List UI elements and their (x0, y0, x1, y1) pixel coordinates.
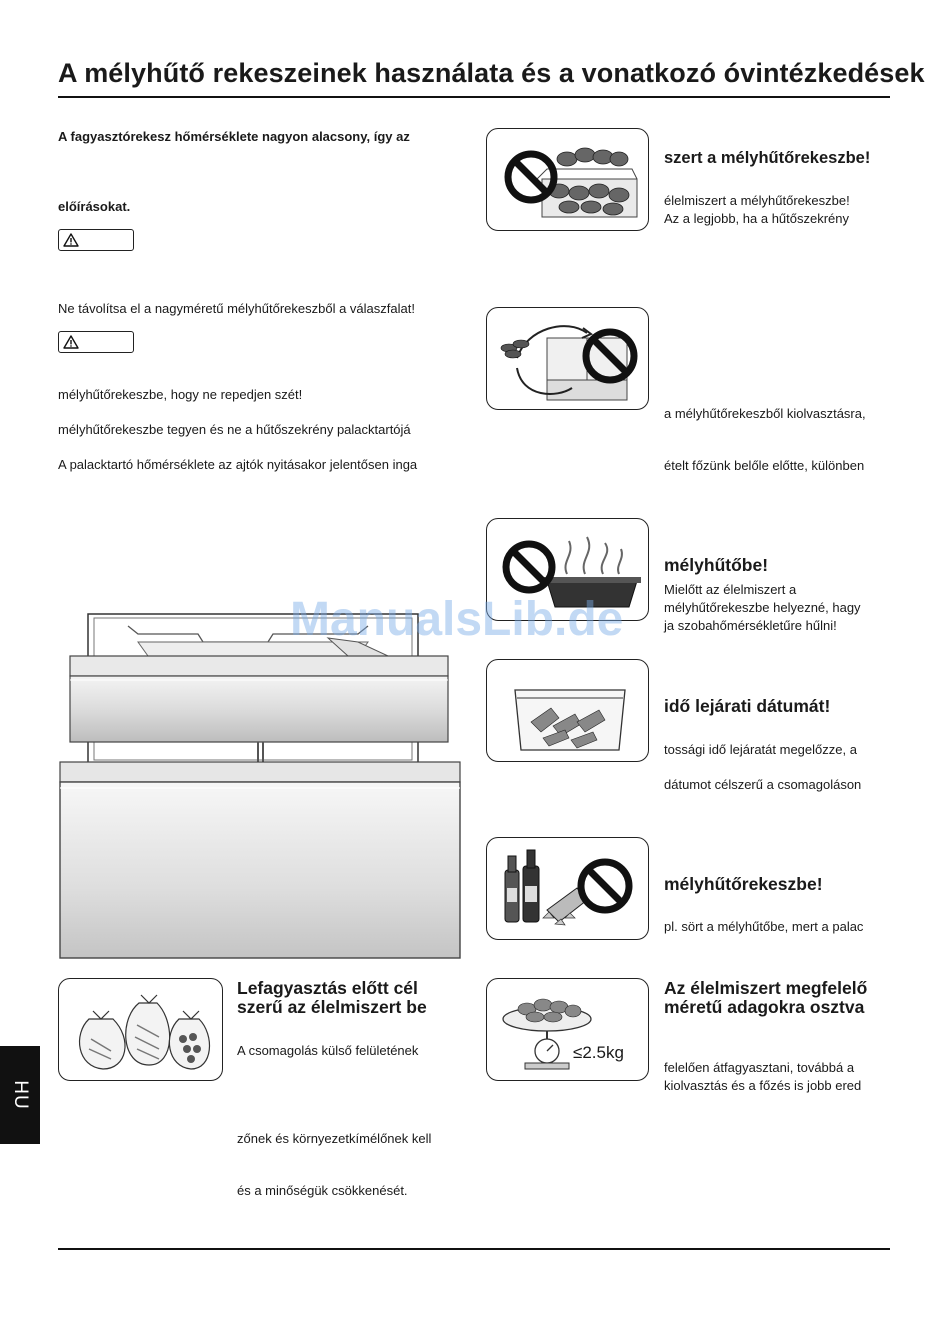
food-bag-icon (487, 660, 648, 761)
expiry-line-1: tossági idő lejáratát megelőzze, a (664, 742, 857, 757)
warning-label-2 (58, 331, 134, 353)
packaging-illustration (58, 978, 223, 1081)
expiry-heading: idő lejárati dátumát! (664, 696, 831, 716)
packaging-heading-1: Lefagyasztás előtt cél (237, 978, 418, 998)
weight-limit-label: ≤2.5kg (573, 1043, 624, 1062)
bottle-warning-line-2: mélyhűtőrekeszbe tegyen és ne a hűtőszekrény palacktartójá (58, 422, 411, 437)
refreeze-line-2: ételt főzünk belőle előtte, különben (664, 458, 865, 473)
expiry-illustration (486, 659, 649, 762)
hot-food-heading: mélyhűtőbe! (664, 555, 769, 575)
bottom-divider (58, 1248, 890, 1250)
portions-heading-1: Az élelmiszert megfelelő (664, 978, 868, 998)
refreeze-line-1: a mélyhűtőrekeszből kiolvasztásra, (664, 406, 866, 421)
hot-food-line-1: Mielőtt az élelmiszert a (664, 582, 797, 597)
prohibited-icon (581, 862, 629, 910)
portions-illustration (486, 978, 649, 1081)
intro-line-2: előírásokat. (58, 199, 131, 214)
freezer-drawer-illustration (58, 612, 462, 962)
language-tab (0, 1046, 40, 1144)
thaw-refreeze-icon (487, 308, 648, 409)
warning-1-text: Ne távolítsa el a nagyméretű mélyhűtőrekeszből a válaszfalat! (58, 301, 415, 316)
refreeze-illustration (486, 307, 649, 410)
hot-food-line-2: mélyhűtőrekeszbe helyezné, hagy (664, 600, 861, 615)
prohibited-icon (506, 544, 552, 590)
wrapped-food-bags-icon (59, 979, 222, 1080)
warning-triangle-icon (63, 233, 79, 247)
page-title: A mélyhűtő rekeszeinek használata és a vonatkozó óvintézkedések (58, 58, 925, 88)
language-tab-label: HU (10, 1080, 31, 1110)
bottles-heading: mélyhűtőrekeszbe! (664, 874, 823, 894)
bottles-illustration (486, 837, 649, 940)
overload-heading: szert a mélyhűtőrekeszbe! (664, 149, 871, 167)
overload-line-2: Az a legjobb, ha a hűtőszekrény (664, 211, 850, 226)
top-divider (58, 96, 890, 98)
warning-label-1 (58, 229, 134, 251)
portions-line-2: kiolvasztás és a főzés is jobb ered (664, 1078, 862, 1093)
watermark: ManualsLib.de (290, 593, 624, 646)
bottle-warning-line-1: mélyhűtőrekeszbe, hogy ne repedjen szét! (58, 387, 303, 402)
packaging-line-1: A csomagolás külső felületének (237, 1043, 419, 1058)
hot-food-line-3: ja szobahőmérsékletűre hűlni! (664, 618, 837, 633)
prohibited-icon (508, 154, 554, 200)
bottles-icon (487, 838, 648, 939)
warning-triangle-icon (63, 335, 79, 349)
intro-line-1: A fagyasztórekesz hőmérséklete nagyon alacsony, így az (58, 129, 410, 144)
packaging-line-3: és a minőségük csökkenését. (237, 1183, 408, 1198)
expiry-line-2: dátumot célszerű a csomagoláson (664, 777, 862, 792)
overload-line-1: élelmiszert a mélyhűtőrekeszbe! (664, 193, 850, 208)
kitchen-scale-icon (487, 979, 648, 1080)
overload-illustration (486, 128, 649, 231)
packaging-line-2: zőnek és környezetkímélőnek kell (237, 1131, 432, 1146)
bottles-line-1: pl. sört a mélyhűtőbe, mert a palac (664, 919, 864, 934)
portions-line-1: felelően átfagyasztani, továbbá a (664, 1060, 855, 1075)
packaging-heading-2: szerű az élelmiszert be (237, 997, 427, 1017)
overloaded-drawer-icon (487, 129, 648, 230)
bottle-warning-line-3: A palacktartó hőmérséklete az ajtók nyitásakor jelentősen inga (58, 457, 418, 472)
portions-heading-2: méretű adagokra osztva (664, 997, 865, 1017)
